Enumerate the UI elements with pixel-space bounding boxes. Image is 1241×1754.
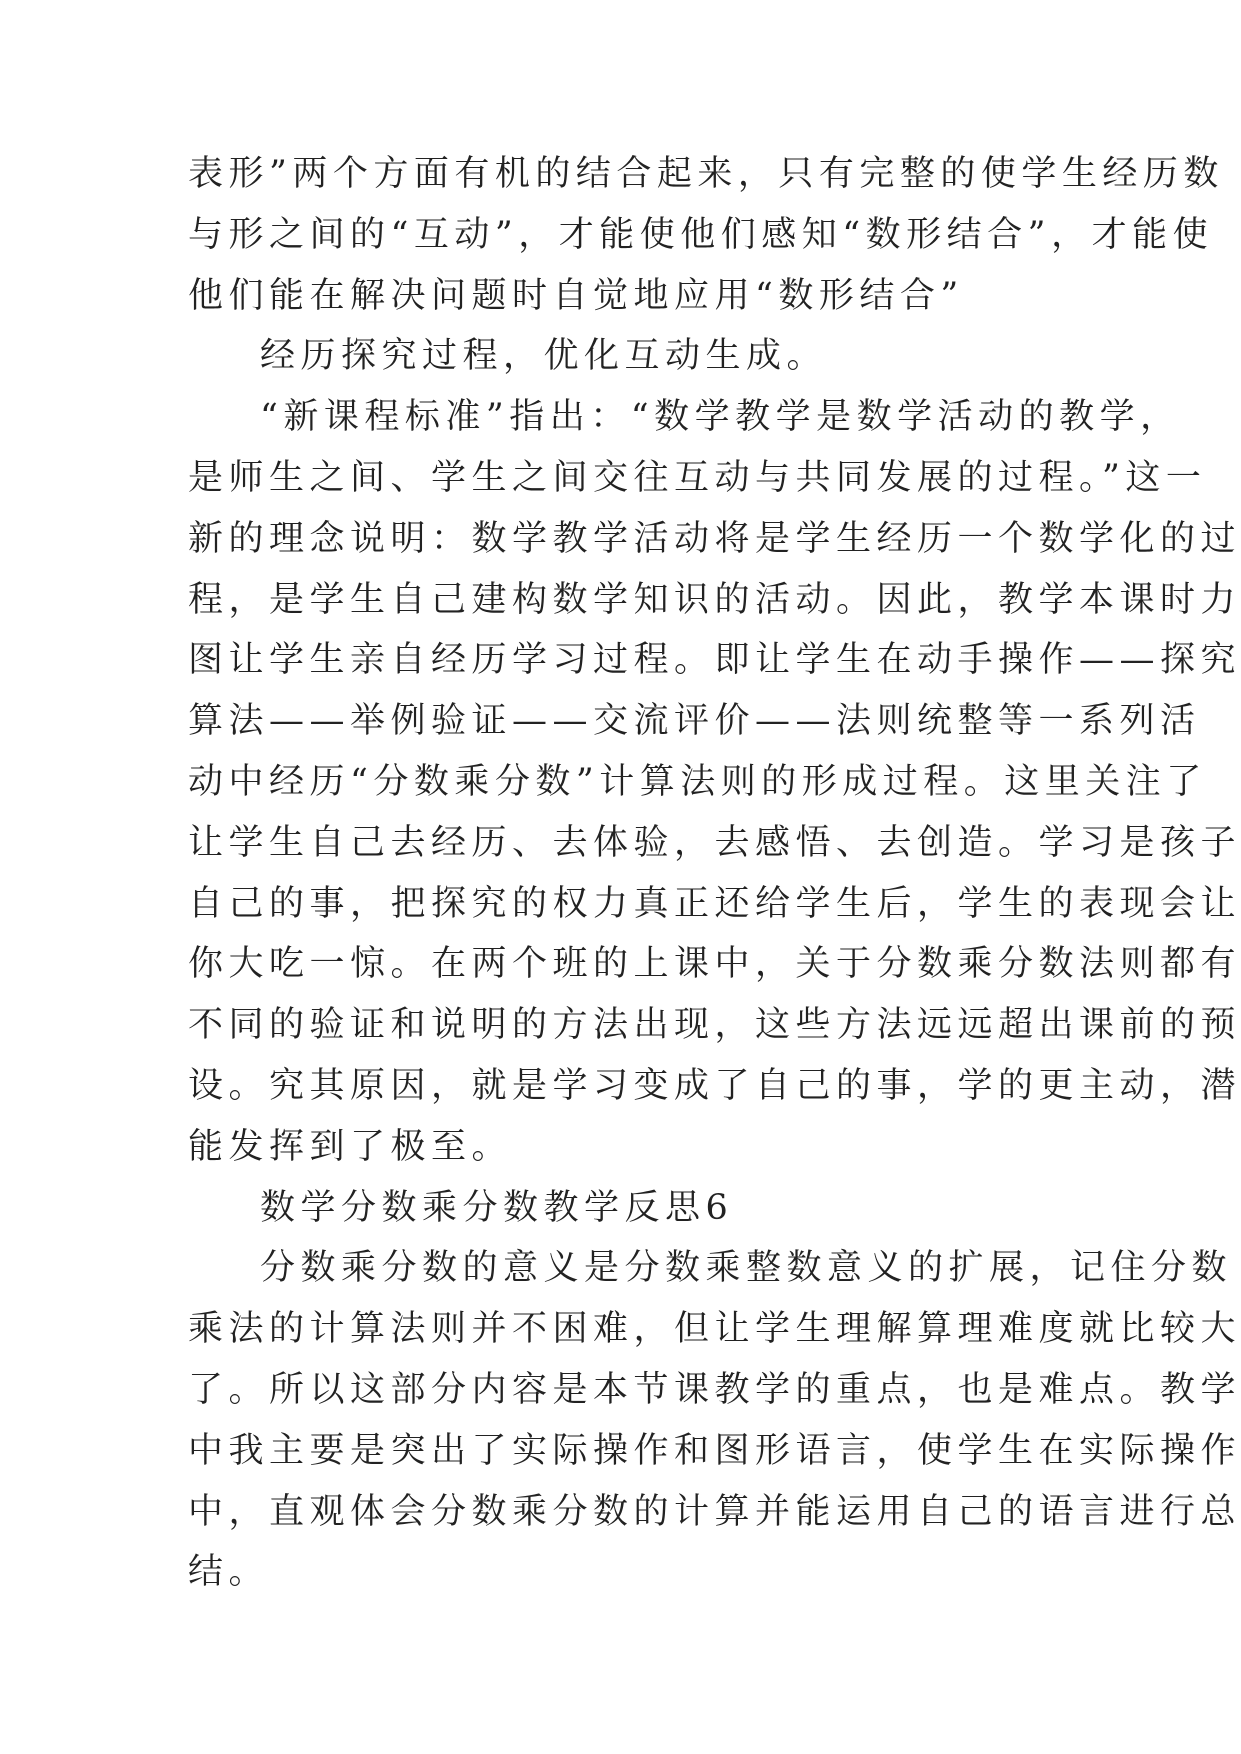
document-body — [188, 144, 1241, 1603]
text-line: 自己的事，把探究的权力真正还给学生后，学生的表现会让 — [188, 883, 1241, 924]
text-line: 经历探究过程，优化互动生成。 — [260, 336, 828, 377]
text-line: 你大吃一惊。在两个班的上课中，关于分数乘分数法则都有 — [188, 944, 1241, 985]
text-line: 设。究其原因，就是学习变成了自己的事，学的更主动，潜 — [188, 1065, 1241, 1106]
text-line: 算法——举例验证——交流评价——法则统整等一系列活 — [188, 701, 1201, 742]
text-line: 中，直观体会分数乘分数的计算并能运用自己的语言进行总 — [188, 1491, 1241, 1532]
text-line: 与形之间的“互动”，才能使他们感知“数形结合”，才能使 — [188, 214, 1214, 255]
text-line: 了。所以这部分内容是本节课教学的重点，也是难点。教学 — [188, 1369, 1241, 1410]
text-line: 分数乘分数的意义是分数乘整数意义的扩展，记住分数 — [260, 1248, 1233, 1289]
text-line: 能发挥到了极至。 — [188, 1126, 513, 1167]
text-line: 结。 — [188, 1552, 270, 1593]
text-line: 动中经历“分数乘分数”计算法则的形成过程。这里关注了 — [188, 761, 1207, 802]
text-line: 图让学生亲自经历学习过程。即让学生在动手操作——探究 — [188, 640, 1241, 681]
text-line: 他们能在解决问题时自觉地应用“数形结合” — [188, 275, 964, 316]
text-line: 不同的验证和说明的方法出现，这些方法远远超出课前的预 — [188, 1005, 1241, 1046]
text-line: 乘法的计算法则并不困难，但让学生理解算理难度就比较大 — [188, 1309, 1241, 1350]
text-line: 中我主要是突出了实际操作和图形语言，使学生在实际操作 — [188, 1430, 1241, 1471]
text-line: 表形”两个方面有机的结合起来，只有完整的使学生经历数 — [188, 154, 1224, 194]
text-line: 让学生自己去经历、去体验，去感悟、去创造。学习是孩子 — [188, 822, 1241, 863]
text-line: 是师生之间、学生之间交往互动与共同发展的过程。”这一 — [188, 457, 1207, 498]
text-line: “新课程标准”指出：“数学教学是数学活动的教学， — [260, 397, 1181, 438]
section-heading: 数学分数乘分数教学反思6 — [260, 1187, 734, 1228]
text-line: 新的理念说明：数学教学活动将是学生经历一个数学化的过 — [188, 518, 1241, 559]
text-line: 程，是学生自己建构数学知识的活动。因此，教学本课时力 — [188, 579, 1241, 620]
